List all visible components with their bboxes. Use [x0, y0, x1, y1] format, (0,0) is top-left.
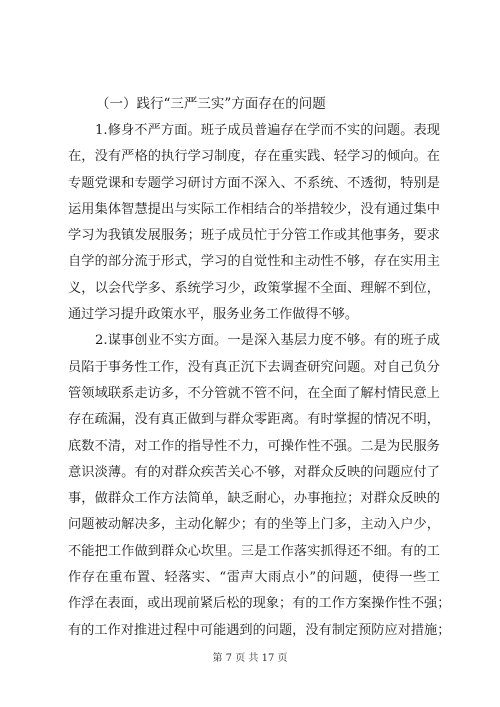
paragraph-line: 事，做群众工作方法简单，缺乏耐心，办事拖拉；对群众反映的 — [68, 491, 440, 507]
paragraph-line: 学习为我镇发展服务；班子成员忙于分管工作或其他事务，要求 — [68, 228, 440, 244]
paragraph-2 — [68, 328, 451, 644]
paragraph-1 — [68, 118, 440, 328]
paragraph-line: 存在疏漏，没有真正做到与群众零距离。有时掌握的情况不明， — [68, 412, 440, 428]
paragraph-line: 通过学习提升政策水平，服务业务工作做得不够。 — [68, 307, 359, 323]
paragraph-line: 义，以会代学多、系统学习少，政策掌握不全面、理解不到位， — [68, 280, 440, 296]
paragraph-line: 意识淡薄。有的对群众疾苦关心不够，对群众反映的问题应付了 — [68, 464, 440, 480]
page-footer: 第 7 页 共 17 页 — [212, 653, 288, 664]
paragraph-line: 管领域联系走访多，不分管就不管不问，在全面了解村情民意上 — [68, 385, 440, 401]
paragraph-line: 问题被动解决多，主动化解少；有的坐等上门多，主动入户少， — [68, 517, 440, 533]
paragraph-line: 自学的部分流于形式，学习的自觉性和主动性不够，存在实用主 — [68, 254, 440, 270]
paragraph-line: 作浮在表面，或出现前紧后松的现象；有的工作方案操作性不强； — [68, 596, 451, 612]
paragraph-line: 2.谋事创业不实方面。一是深入基层力度不够。有的班子成 — [95, 333, 440, 349]
paragraph-line: 专题党课和专题学习研讨方面不深入、不系统、不透彻，特别是 — [68, 175, 440, 191]
paragraph-line: 运用集体智慧提出与实际工作相结合的举措较少，没有通过集中 — [68, 201, 440, 217]
paragraph-line: 不能把工作做到群众心坎里。三是工作落实抓得还不细。有的工 — [68, 543, 440, 559]
paragraph-line: 在，没有严格的执行学习制度，存在重实践、轻学习的倾向。在 — [68, 149, 440, 165]
paragraph-line: 底数不清，对工作的指导性不力，可操作性不强。二是为民服务 — [68, 438, 440, 454]
section-heading: （一）践行“三严三实”方面存在的问题 — [96, 96, 326, 112]
paragraph-line: 有的工作对推进过程中可能遇到的问题，没有制定预防应对措施； — [68, 622, 451, 638]
paragraph-line: 员陷于事务性工作，没有真正沉下去调查研究问题。对自己负分 — [68, 359, 440, 375]
paragraph-line: 1.修身不严方面。班子成员普遍存在学而不实的问题。表现 — [95, 123, 440, 138]
paragraph-line: 作存在重布置、轻落实、“雷声大雨点小”的问题，使得一些工 — [68, 570, 440, 586]
document-body — [68, 91, 451, 644]
